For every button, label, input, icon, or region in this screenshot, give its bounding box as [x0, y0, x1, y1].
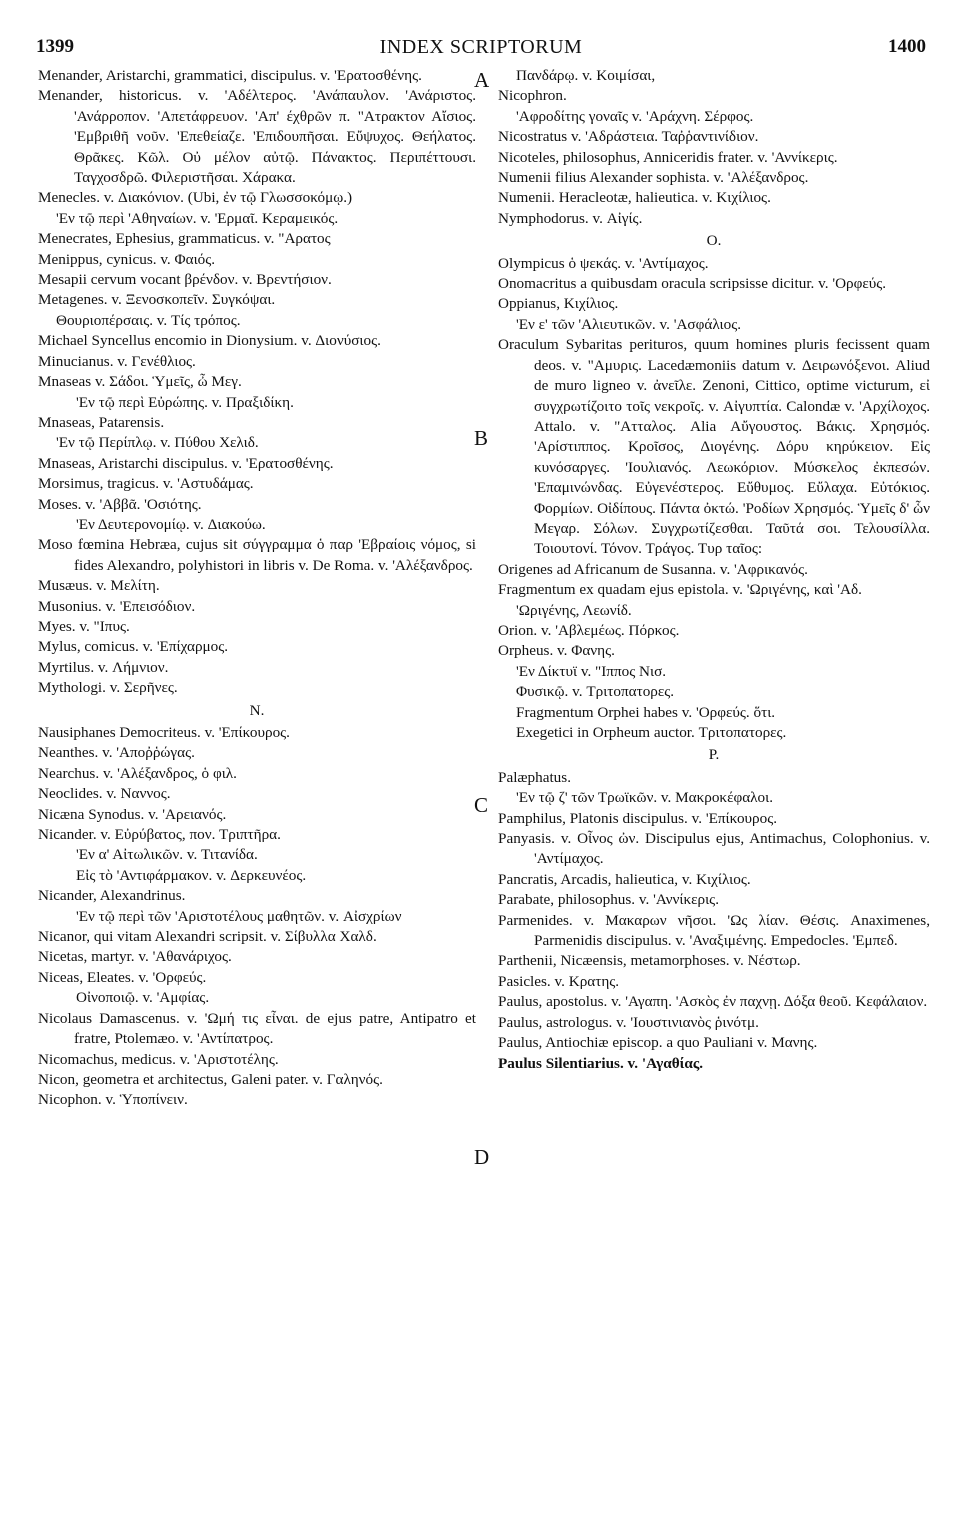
- index-entry: Moso fœmina Hebræa, cujus sit σύγγραμμα ὁ παρ 'Εβραίοις νόμος, si fides Alexandro, polyhistori in libris v. De Roma. v. 'Αλέξανδρος.: [38, 536, 476, 574]
- index-entry: Metagenes. v. Ξενοσκοπεῖν. Συγκόψαι.: [38, 291, 276, 309]
- section-marker-a: A: [474, 68, 490, 92]
- index-entry: Paulus, apostolus. v. 'Αγαπη. 'Ασκὸς ἐν παχνῃ. Δόξα θεοῦ. Κεφάλαιον.: [498, 993, 928, 1011]
- index-entry: Εἰς τὸ 'Αντιφάρμακον. v. Δερκευνέος.: [76, 866, 307, 884]
- index-entry: Menecles. v. Διακόνιον. (Ubi, ἐν τῷ Γλωσσοκόμῳ.): [38, 189, 353, 207]
- index-entry: Mnaseas, Aristarchi discipulus. v. 'Ερατοσθένης.: [38, 454, 334, 472]
- index-entry: Θουριοπέρσαις. v. Τίς τρόπος.: [56, 311, 241, 329]
- index-entry: Numenii. Heracleotæ, halieutica. v. Κιχίλιος.: [498, 189, 771, 207]
- index-entry: 'Εν Δευτερονομίῳ. v. Διακούω.: [76, 515, 266, 533]
- index-entry: Nicæna Synodus. v. 'Αρειανός.: [38, 805, 227, 823]
- running-header: [36, 36, 926, 62]
- index-entry: 'Εν τῷ Περίπλῳ. v. Πύθου Χελιδ.: [56, 434, 259, 452]
- index-entry: Palæphatus.: [498, 768, 571, 786]
- index-entry: Exegetici in Orpheum auctor. Τριτοπατορες.: [516, 724, 787, 741]
- index-entry: Nicophron.: [498, 87, 567, 105]
- index-entry: Nicanor, qui vitam Alexandri scripsit. v. Σίβυλλα Χαλδ.: [38, 928, 377, 946]
- index-entry: Niceas, Eleates. v. 'Ορφεύς.: [38, 968, 207, 986]
- index-entry: Nicostratus v. 'Αδράστεια. Ταῤῥαντινίδιον.: [498, 128, 759, 146]
- index-entry: Mylus, comicus. v. 'Επίχαρμος.: [38, 638, 229, 656]
- index-entry: Mesapii cervum vocant βρένδον. v. Βρεντήσιον.: [38, 271, 332, 289]
- index-entry: Nicander. v. Εὐρύβατος, πον. Τριπτῆρα.: [38, 826, 281, 844]
- index-entry: Pancratis, Arcadis, halieutica, v. Κιχίλιος.: [498, 870, 751, 888]
- page-number-right: 1400: [888, 36, 926, 57]
- index-entry: Neanthes. v. 'Αποῤῥώγας.: [38, 744, 195, 762]
- index-entry: 'Εν τῷ περὶ τῶν 'Αριστοτέλους μαθητῶν. v. Αἰσχρίων: [76, 907, 402, 925]
- index-entry: Minucianus. v. Γενέθλιος.: [38, 352, 196, 370]
- page-number-left: 1399: [36, 36, 74, 57]
- index-entry: Musonius. v. 'Επεισόδιον.: [38, 597, 196, 615]
- index-entry: Menecrates, Ephesius, grammaticus. v. "Αρατος: [38, 230, 331, 248]
- index-entry: Nicophon. v. Ὑποπίνειν.: [38, 1091, 188, 1109]
- index-entry: Nymphodorus. v. Αἰγίς.: [498, 209, 643, 227]
- index-entry: Nicolaus Damascenus. v. 'Ωμή τις εἶναι. de ejus patre, Antipatro et fratre, Ptolemæo. v. 'Αντίπατρος.: [38, 1009, 476, 1048]
- index-entry: Orpheus. v. Φανης.: [498, 642, 615, 660]
- index-entry: 'Εν τῷ ζ' τῶν Τρωϊκῶν. v. Μακροκέφαλοι.: [516, 789, 774, 807]
- index-entry: Pasicles. v. Κρατης.: [498, 972, 620, 990]
- index-entry: 'Ωριγένης, Λεωνίδ.: [516, 601, 632, 619]
- index-entry: Nicon, geometra et architectus, Galeni pater. v. Γαληνός.: [38, 1070, 383, 1088]
- page-title: INDEX SCRIPTORUM: [379, 36, 583, 58]
- index-entry: Oraculum Sybaritas perituros, quum homines pluris fecissent quam deos. v. "Αμυρις. Lacedæmoniis datum v. Δειρωνόξενοι. Aliud de muro ligneo v. ἀνεῖλε. Zenoni, Cittico, optime victurum, εἰ συγχρωτίζοιτο τοῖς νεκροῖς. v. Αἰγυπτία. Calondæ v. 'Αρχίλοχος. Attalo. v. "Ατταλος. Alia Αὔγουστος. Βάκις. Χρησμός. 'Αρίστιππος. Κροῖσος, Διογένης. Δόρυ κηρύκειον. Εἰς κυνόσαργες. 'Ιουλιανός. Λεωκόριον. Μύσκελος ἐκπεσών. 'Επαμινώνδας. Εὐγενέστερος. Εὔθυμος. Εὔλαχα. Εὐτόκιος. Φορμίων. Οἰδίπους. Πάντα ὀκτώ. 'Ροδίων Χρησμός. Ὑμεῖς δ' ὧν Μεγαρ. Σόλων. Συγχρωτίζεσθαι. Ταῦτά σοι. Τελουσίλλα. Τοιουτονί. Τόνον. Τράγος. Τυρ ταῖος:: [498, 336, 930, 558]
- index-entry: Parthenii, Nicæensis, metamorphoses. v. Νέστωρ.: [498, 952, 801, 970]
- index-entry: Menippus, cynicus. v. Φαιός.: [38, 250, 216, 268]
- index-entry: Οἰνοποιῷ. v. 'Αμφίας.: [76, 989, 210, 1007]
- index-entry: Φυσικῷ. v. Τριτοπατορες.: [516, 683, 675, 701]
- index-entry: Menander, historicus. v. 'Αδέλτερος. 'Ανάπαυλον. 'Ανάριστος. 'Ανάρροπον. 'Απετάφρευον. 'Απ' έχθρῶν π. "Ατρακτον Αἴσιος. 'Εμβριθῆ νοῦν. 'Επεθείαζε. 'Επιδουπῆσαι. Εὔψυχος. Θεήλατος. Θρᾶκες. Κῶλ. Οὐ μέλον αὐτῷ. Πάνακτος. Περιπέττουσι. Ταγχοσδρῶ. Φιλεριστῆσαι. Χάρακα.: [38, 87, 476, 187]
- index-entry: Moses. v. 'Αββᾶ. 'Οσιότης.: [38, 495, 202, 513]
- index-entry: Mythologi. v. Σερῆνες.: [38, 679, 178, 697]
- index-entry: Myes. v. "Ιπυς.: [38, 617, 130, 635]
- index-entry: Nearchus. v. 'Αλέξανδρος, ὁ φιλ.: [38, 764, 237, 782]
- index-entry: Numenii filius Alexander sophista. v. 'Αλέξανδρος.: [498, 169, 809, 187]
- index-entry: 'Εν τῷ περὶ Εὐρώπης. v. Πραξιδίκη.: [76, 393, 294, 411]
- index-entry: 'Εν ε' τῶν 'Αλιευτικῶν. v. 'Ασφάλιος.: [516, 315, 742, 333]
- index-entry: Fragmentum ex quadam ejus epistola. v. 'Ωριγένης, καὶ 'Αδ.: [498, 581, 862, 599]
- index-entry: Fragmentum Orphei habes v. 'Ορφεύς. ὅτι.: [516, 703, 776, 721]
- index-entry: Neoclides. v. Ναννος.: [38, 785, 171, 803]
- index-entry: Πανδάρῳ. v. Κοιμίσαι,: [516, 67, 656, 84]
- index-entry: Paulus Silentiarius. v. 'Αγαθίας.: [498, 1054, 704, 1072]
- index-entry: Musæus. v. Μελίτη.: [38, 577, 160, 595]
- index-entry: Origenes ad Africanum de Susanna. v. 'Αφρικανός.: [498, 560, 808, 578]
- index-entry: Orion. v. 'Αβλεμέως. Πόρκος.: [498, 621, 680, 639]
- index-entry: Myrtilus. v. Λήμνιον.: [38, 658, 169, 676]
- index-entry: 'Εν α' Αἰτωλικῶν. v. Τιτανίδα.: [76, 846, 258, 864]
- section-marker-b: B: [474, 426, 489, 450]
- index-entry: Oppianus, Κιχίλιος.: [498, 295, 619, 313]
- index-entry: Morsimus, tragicus. v. 'Αστυδάμας.: [38, 475, 254, 493]
- index-entry: Nicomachus, medicus. v. 'Αριστοτέλης.: [38, 1050, 279, 1068]
- index-entry: 'Εν Δίκτυϊ v. "Ιππος Νισ.: [516, 662, 667, 680]
- index-entry: Nausiphanes Democriteus. v. 'Επίκουρος.: [38, 724, 290, 741]
- index-entry: Nicander, Alexandrinus.: [38, 887, 186, 905]
- section-marker-c: C: [474, 793, 489, 817]
- index-entry: Nicoteles, philosophus, Anniceridis frater. v. 'Αννίκερις.: [498, 148, 838, 166]
- index-entry: Michael Syncellus encomio in Dionysium. v. Διονύσιος.: [38, 332, 381, 350]
- index-entry: Onomacritus a quibusdam oracula scripsisse dicitur. v. 'Ορφεύς.: [498, 275, 887, 293]
- section-heading: N.: [249, 701, 265, 719]
- index-entry: Pamphilus, Platonis discipulus. v. 'Επίκουρος.: [498, 809, 778, 827]
- index-entry: Panyasis. v. Οἶνος ὠν. Discipulus ejus, Antimachus, Colophonius. v. 'Αντίμαχος.: [498, 830, 930, 868]
- index-entry: Mnaseas v. Σάδοι. Ὑμεῖς, ὦ Μεγ.: [38, 373, 242, 391]
- index-entry: 'Εν τῷ περὶ 'Αθηναίων. v. 'Ερμαῖ. Κεραμεικός.: [56, 209, 339, 227]
- section-heading: P.: [708, 746, 720, 764]
- section-marker-d: D: [474, 1145, 490, 1169]
- index-entry: Olympicus ὁ ψεκάς. v. 'Αντίμαχος.: [498, 254, 709, 272]
- index-entry: Mnaseas, Patarensis.: [38, 413, 165, 431]
- index-entry: Parabate, philosophus. v. 'Αννίκερις.: [498, 891, 719, 909]
- index-entry: Nicetas, martyr. v. 'Αθανάριχος.: [38, 948, 232, 966]
- right-column: [498, 66, 930, 1074]
- index-entry: Paulus, astrologus. v. 'Ιουστινιανὸς ῥινότμ.: [498, 1013, 759, 1031]
- section-heading: O.: [706, 232, 722, 250]
- index-entry: 'Αφροδίτης γοναῖς v. 'Αράχνη. Σέρφος.: [516, 107, 754, 125]
- left-column: [38, 66, 476, 1111]
- index-entry: Menander, Aristarchi, grammatici, discipulus. v. 'Ερατοσθένης.: [38, 67, 422, 84]
- index-entry: Parmenides. v. Μακαρων νῆσοι. 'Ως λίαν. Θέσις. Anaximenes, Parmenidis discipulus. v. 'Αναξιμένης. Empedocles. 'Εμπεδ.: [498, 911, 930, 950]
- index-entry: Paulus, Antiochiæ episcop. a quo Pauliani v. Μανης.: [498, 1034, 818, 1052]
